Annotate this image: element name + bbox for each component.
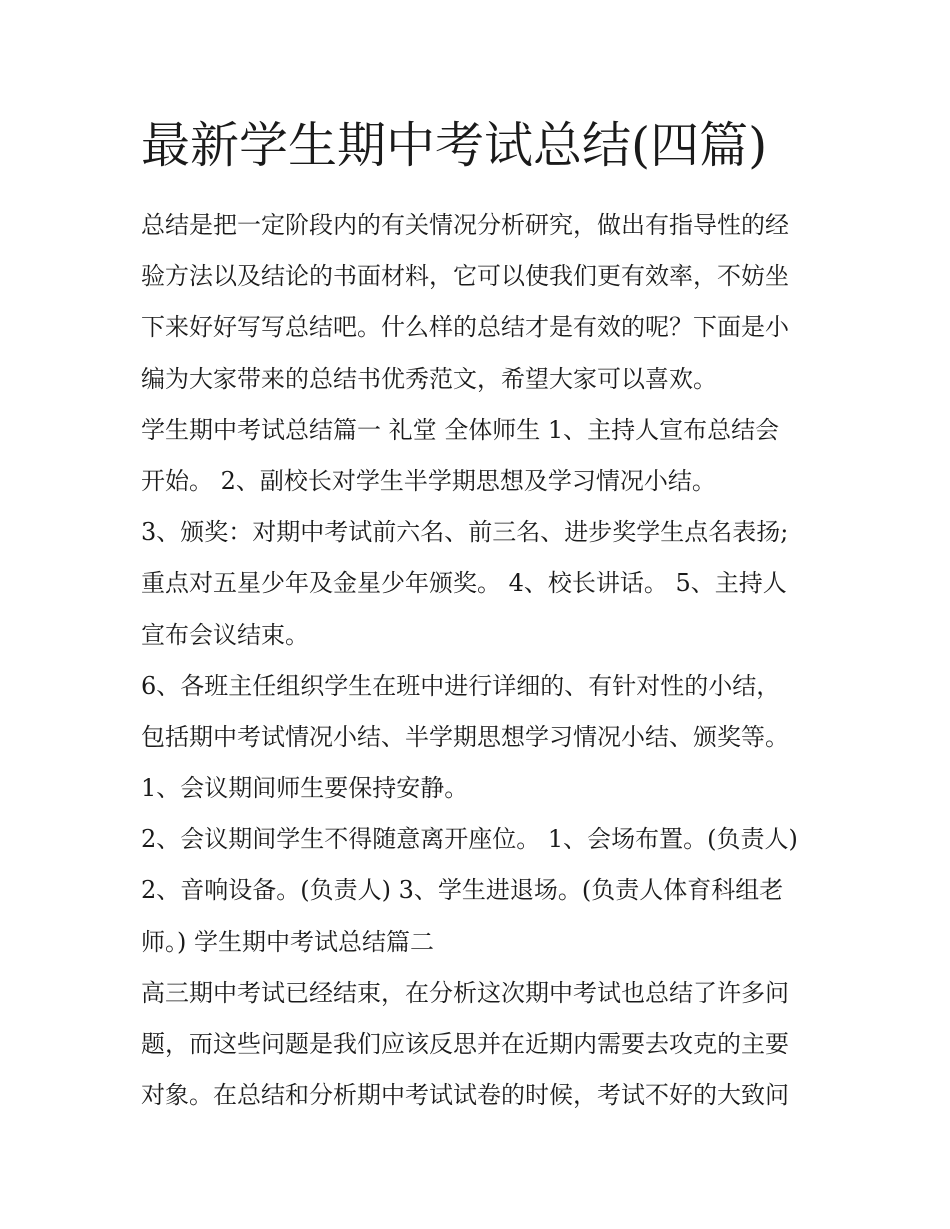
body-line: 总结是把一定阶段内的有关情况分析研究，做出有指导性的经 [141, 211, 789, 239]
body-line: 验方法以及结论的书面材料，它可以使我们更有效率，不妨坐 [141, 262, 789, 291]
body-line: 2、音响设备。(负责人) 3、学生进退场。(负责人体育科组老 [141, 876, 784, 905]
body-line: 3、颁奖：对期中考试前六名、前三名、进步奖学生点名表扬; [141, 518, 789, 547]
document-page [141, 112, 821, 1121]
body-line: 编为大家带来的总结书优秀范文，希望大家可以喜欢。 [141, 364, 717, 393]
body-line: 重点对五星少年及金星少年颁奖。 4、校长讲话。 5、主持人 [141, 569, 787, 598]
body-line: 高三期中考试已经结束，在分析这次期中考试也总结了许多问 [141, 978, 789, 1007]
body-line: 对象。在总结和分析期中考试试卷的时候，考试不好的大致问 [141, 1081, 789, 1110]
body-line: 宣布会议结束。 [141, 620, 309, 649]
body-line: 师。) 学生期中考试总结篇二 [141, 927, 434, 956]
body-line: 2、会议期间学生不得随意离开座位。 1、会场布置。(负责人) [141, 825, 798, 854]
document-title: 最新学生期中考试总结(四篇) [141, 117, 768, 174]
body-line: 题，而这些问题是我们应该反思并在近期内需要去攻克的主要 [141, 1030, 789, 1058]
body-line: 下来好好写写总结吧。什么样的总结才是有效的呢？下面是小 [141, 313, 789, 342]
body-line: 学生期中考试总结篇一 礼堂 全体师生 1、主持人宣布总结会 [141, 415, 780, 444]
body-line: 1、会议期间师生要保持安静。 [141, 774, 469, 803]
body-line: 开始。 2、副校长对学生半学期思想及学习情况小结。 [141, 466, 716, 495]
body-line: 6、各班主任组织学生在班中进行详细的、有针对性的小结， [141, 671, 781, 700]
document-body [141, 200, 821, 1121]
body-line: 包括期中考试情况小结、半学期思想学习情况小结、颁奖等。 [141, 722, 789, 751]
